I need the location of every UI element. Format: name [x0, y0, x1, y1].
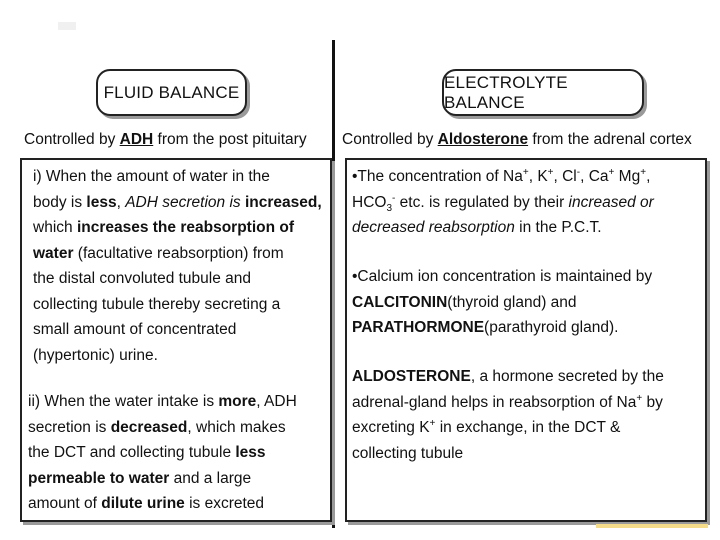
text-line: the DCT and collecting tubule less	[28, 444, 266, 461]
fluid-balance-title	[96, 69, 247, 116]
fluid-hormone: ADH	[119, 131, 154, 148]
electrolyte-balance-title	[442, 69, 644, 116]
text-line: ALDOSTERONE, a hormone secreted by the	[352, 368, 664, 385]
fluid-controlled-prefix: Controlled by	[24, 131, 120, 148]
fluid-title-text: FLUID BALANCE	[103, 82, 240, 102]
text-line: PARATHORMONE(parathyroid gland).	[352, 319, 619, 336]
electrolyte-controlled-suffix: from the adrenal cortex	[528, 131, 692, 148]
text-line: decreased reabsorption in the P.C.T.	[352, 219, 602, 236]
electrolyte-paragraph-1	[352, 164, 654, 241]
electrolyte-controlled-by	[342, 131, 692, 149]
text-line: CALCITONIN(thyroid gland) and	[352, 293, 577, 311]
electrolyte-title-text: ELECTROLYTE BALANCE	[444, 72, 568, 112]
text-line: body is less, ADH secretion is increased,	[33, 193, 322, 211]
text-line: collecting tubule thereby secreting a	[33, 295, 281, 313]
text-line: water (facultative reabsorption) from	[33, 244, 284, 262]
fluid-paragraph-2	[28, 389, 297, 517]
slide-artifact	[58, 22, 76, 30]
electrolyte-paragraph-2	[352, 264, 652, 341]
text-line: amount of dilute urine is excreted	[28, 495, 265, 512]
text-line: •Calcium ion concentration is maintained by	[352, 268, 653, 285]
electrolyte-hormone: Aldosterone	[437, 131, 529, 148]
text-line: excreting K+ in exchange, in the DCT &	[352, 418, 621, 436]
fluid-controlled-by	[24, 131, 307, 149]
text-line: adrenal-gland helps in reabsorption of Na+ by	[352, 392, 663, 411]
text-line: collecting tubule	[352, 444, 464, 462]
text-line: •The concentration of Na+, K+, Cl-, Ca+ Mg+,	[352, 167, 651, 185]
text-line: (hypertonic) urine.	[33, 346, 158, 364]
text-line: secretion is decreased, which makes	[28, 418, 286, 436]
text-line: $HCO_3^-$ etc. is regulated by their increased or	[352, 192, 654, 214]
fluid-paragraph-1	[33, 164, 322, 368]
electrolyte-controlled-prefix: Controlled by	[342, 131, 438, 148]
text-line: permeable to water and a large	[28, 469, 252, 487]
text-line: i) When the amount of water in the	[33, 168, 270, 185]
corner-accent-bar	[596, 524, 708, 528]
text-line: small amount of concentrated	[33, 321, 237, 338]
text-line: which increases the reabsorption of	[33, 219, 294, 236]
text-line: ii) When the water intake is more, ADH	[28, 393, 297, 410]
fluid-controlled-suffix: from the post pituitary	[153, 131, 307, 148]
column-divider	[332, 40, 335, 528]
text-line: the distal convoluted tubule and	[33, 270, 252, 287]
electrolyte-paragraph-3	[352, 364, 664, 466]
